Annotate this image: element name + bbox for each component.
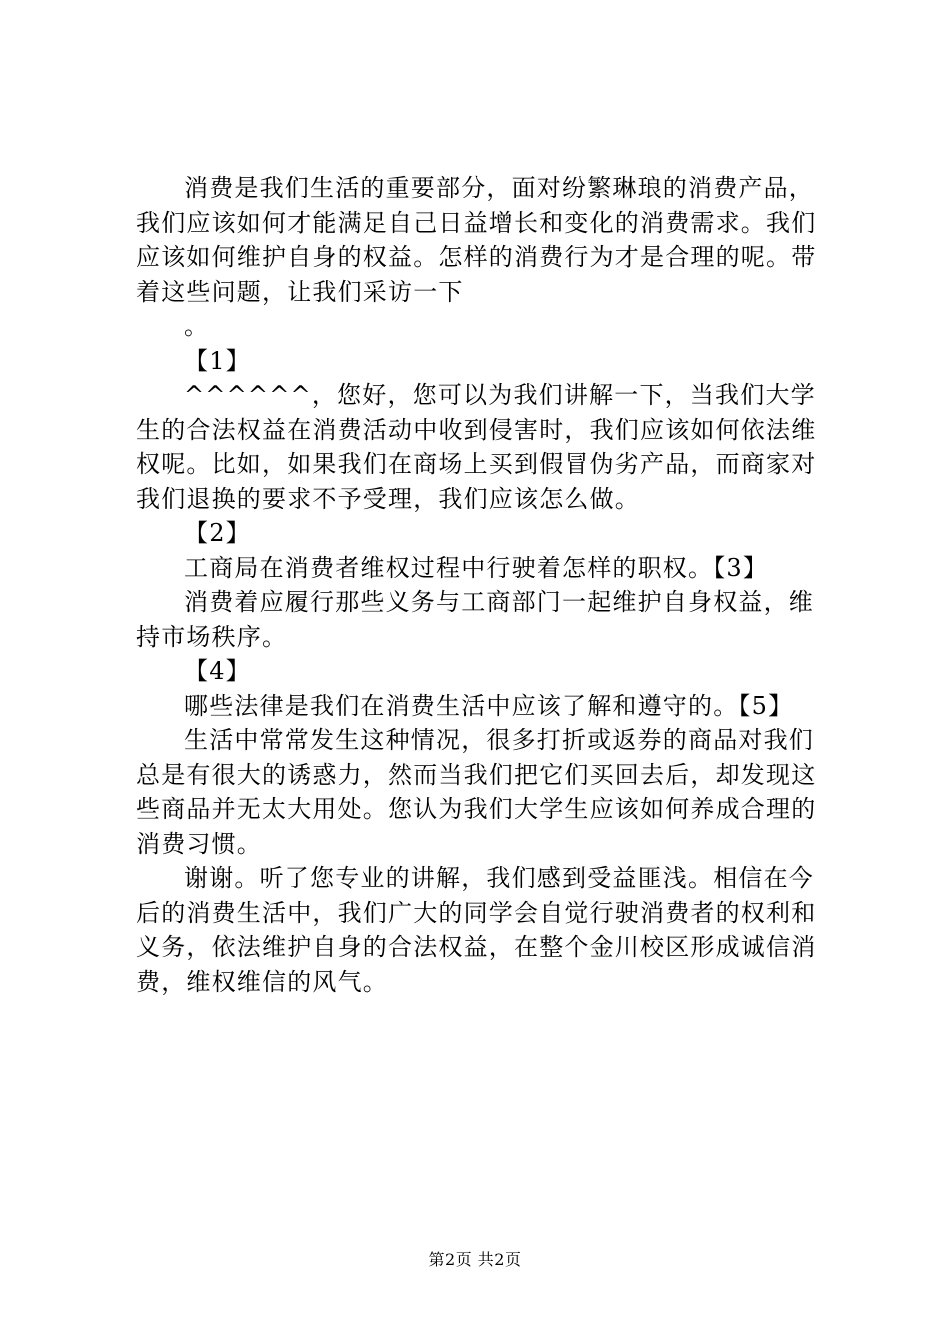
- document-body: [136, 171, 832, 999]
- page-number-label: 第2页 共2页: [428, 1250, 522, 1269]
- page-footer: [0, 1250, 950, 1270]
- paragraph-marker-2: 【2】: [184, 519, 251, 547]
- paragraph-marker-4: 【4】: [184, 657, 251, 685]
- paragraph-question-laws: 哪些法律是我们在消费生活中应该了解和遵守的。【5】: [184, 691, 794, 720]
- paragraph-question-authority: 工商局在消费者维权过程中行驶着怎样的职权。【3】: [184, 553, 769, 582]
- paragraph-question-rights: ^^^^^^，您好，您可以为我们讲解一下，当我们大学生的合法权益在消费活动中收到侵害时，我们应该如何依法维权呢。比如，如果我们在商场上买到假冒伪劣产品，而商家对我们退换的要求不予受理，我们应该怎么做。: [136, 381, 817, 513]
- paragraph-question-habits: 生活中常常发生这种情况，很多打折或返券的商品对我们总是有很大的诱惑力，然而当我们把它们买回去后，却发现这些商品并无太大用处。您认为我们大学生应该如何养成合理的消费习惯。: [136, 726, 817, 858]
- paragraph-question-obligations: 消费着应履行那些义务与工商部门一起维护自身权益，维持市场秩序。: [136, 588, 814, 651]
- paragraph-period: 。: [184, 312, 210, 340]
- paragraph-intro: 消费是我们生活的重要部分，面对纷繁琳琅的消费产品，我们应该如何才能满足自己日益增长和变化的消费需求。我们应该如何维护自身的权益。怎样的消费行为才是合理的呢。带着这些问题，让我们采访一下: [136, 174, 817, 306]
- paragraph-closing: 谢谢。听了您专业的讲解，我们感到受益匪浅。相信在今后的消费生活中，我们广大的同学会自觉行驶消费者的权利和义务，依法维护自身的合法权益，在整个金川校区形成诚信消费，维权维信的风气。: [136, 864, 817, 996]
- paragraph-marker-1: 【1】: [184, 346, 251, 375]
